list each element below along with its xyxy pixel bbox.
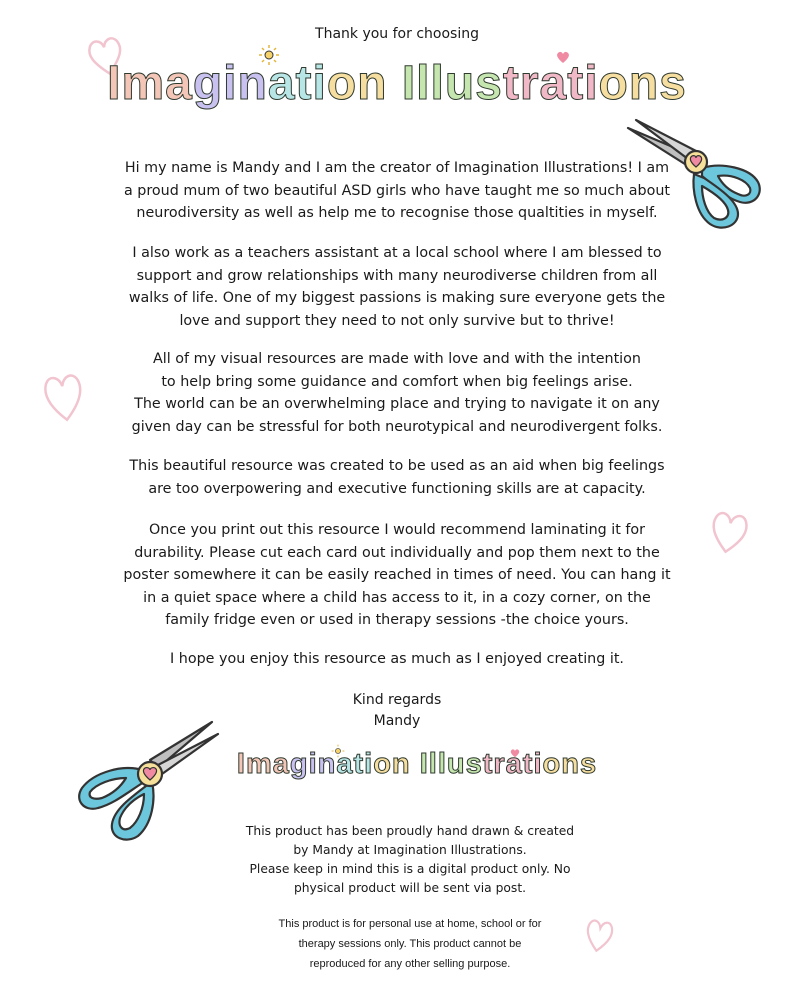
letter-paragraph (120, 348, 674, 438)
signoff-block (0, 690, 794, 732)
intro-text: Thank you for choosing (315, 26, 479, 42)
signature: Mandy (373, 713, 421, 729)
heart-icon (708, 508, 750, 556)
letter-paragraph: This beautiful resource was created to be used as an aid when big feelings are too overpowering and executive functioning skills are at capacity. (129, 458, 665, 497)
letter-paragraph: Once you print out this resource I would recommend laminating it for durability. Please cut each card out individually and pop them next to the poster somewhere it can be easily reached in times of need. You can hang it in a quiet space where a child has access to it, in a cozy corner, on the family fridge even or used in therapy sessions -the choice yours. (123, 522, 671, 628)
brand-logo-small: Imagination Illustrations (236, 748, 598, 780)
license-notice: This product is for personal use at home, school or for therapy sessions only. This product cannot be reproduced for any other selling purpose. (278, 918, 542, 970)
signoff: Kind regards (352, 692, 442, 708)
heart-icon (42, 370, 86, 424)
letter-paragraph: I hope you enjoy this resource as much as I enjoyed creating it. (170, 651, 624, 667)
brand-logo: Imagination Illustrations (107, 57, 687, 110)
heart-icon (584, 916, 614, 954)
letter-paragraph: I also work as a teachers assistant at a local school where I am blessed to support and grow relationships with many neurodiverse children from all walks of life. One of my biggest passions is making sure everyone gets the love and support they need to not only survive but to thrive! (128, 245, 666, 329)
scissors-icon (72, 712, 222, 852)
letter-sentence: The world can be an overwhelming place and trying to navigate it on any given day can be stressful for both neurotypical and neurodivergent folks. (131, 396, 663, 435)
notice-line: Please keep in mind this is a digital product only. No physical product will be sent via post. (249, 862, 571, 895)
notice-line: This product has been proudly hand drawn & created by Mandy at Imagination Illustrations. (245, 824, 575, 857)
letter-paragraph: Hi my name is Mandy and I am the creator of Imagination Illustrations! I am a proud mum of two beautiful ASD girls who have taught me so much about neurodiversity as well as help me to recognise those qualtities in myself. (123, 160, 671, 221)
letter-sentence: All of my visual resources are made with love and with the intention to help bring some guidance and comfort when big feelings arise. (153, 351, 641, 390)
product-notice (220, 822, 600, 898)
